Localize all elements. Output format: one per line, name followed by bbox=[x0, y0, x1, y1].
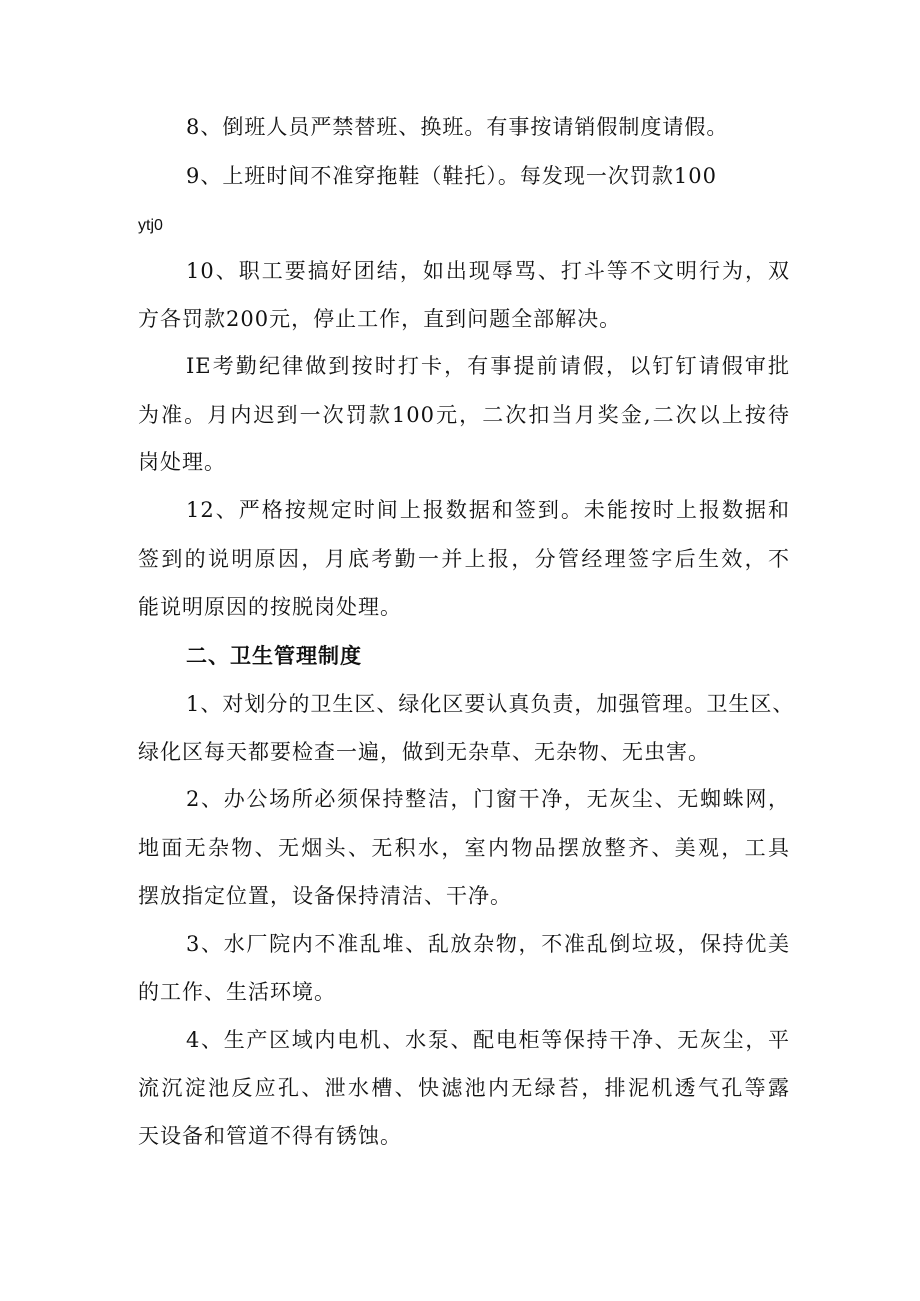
rule-12-line-1: 12、严格按规定时间上报数据和签到。未能按时上报数据和 bbox=[186, 498, 790, 522]
hygiene-rule-3-line-1: 3、水厂院内不准乱堆、乱放杂物，不准乱倒垃圾，保持优美 bbox=[186, 932, 790, 956]
rule-12-line-3: 能说明原因的按脱岗处理。 bbox=[138, 595, 402, 619]
rule-11-line-3: 岗处理。 bbox=[138, 450, 226, 474]
section-heading-hygiene: 二、卫生管理制度 bbox=[186, 643, 362, 668]
rule-8-line-1: 8、倒班人员严禁替班、换班。有事按请销假制度请假。 bbox=[186, 115, 729, 139]
rule-10-line-2: 方各罚款200元，停止工作，直到问题全部解决。 bbox=[138, 307, 622, 331]
rule-12-line-2: 签到的说明原因，月底考勤一并上报，分管经理签字后生效，不 bbox=[138, 547, 790, 571]
rule-10-line-1: 10、职工要搞好团结，如出现辱骂、打斗等不文明行为，双 bbox=[186, 259, 790, 283]
rule-9-line-2: ytj0 bbox=[138, 217, 163, 234]
hygiene-rule-2-line-1: 2、办公场所必须保持整洁，门窗干净，无灰尘、无蜘蛛网， bbox=[186, 787, 790, 811]
hygiene-rule-4-line-2: 流沉淀池反应孔、泄水槽、快滤池内无绿苔，排泥机透气孔等露 bbox=[138, 1076, 790, 1100]
rule-9-line-1: 9、上班时间不准穿拖鞋（鞋托）。每发现一次罚款100 bbox=[186, 164, 717, 188]
hygiene-rule-2-line-2: 地面无杂物、无烟头、无积水，室内物品摆放整齐、美观，工具 bbox=[138, 836, 790, 860]
rule-11-line-2: 为准。月内迟到一次罚款100元，二次扣当月奖金,二次以上按待 bbox=[138, 403, 790, 427]
rule-11-line-1: IE考勤纪律做到按时打卡，有事提前请假，以钉钉请假审批 bbox=[186, 354, 790, 378]
hygiene-rule-2-line-3: 摆放指定位置，设备保持清洁、干净。 bbox=[138, 884, 512, 908]
hygiene-rule-3-line-2: 的工作、生活环境。 bbox=[138, 980, 336, 1004]
hygiene-rule-1-line-2: 绿化区每天都要检查一遍，做到无杂草、无杂物、无虫害。 bbox=[138, 740, 710, 764]
hygiene-rule-1-line-1: 1、对划分的卫生区、绿化区要认真负责，加强管理。卫生区、 bbox=[186, 692, 795, 716]
hygiene-rule-4-line-1: 4、生产区域内电机、水泵、配电柜等保持干净、无灰尘，平 bbox=[186, 1028, 790, 1052]
hygiene-rule-4-line-3: 天设备和管道不得有锈蚀。 bbox=[138, 1124, 402, 1148]
